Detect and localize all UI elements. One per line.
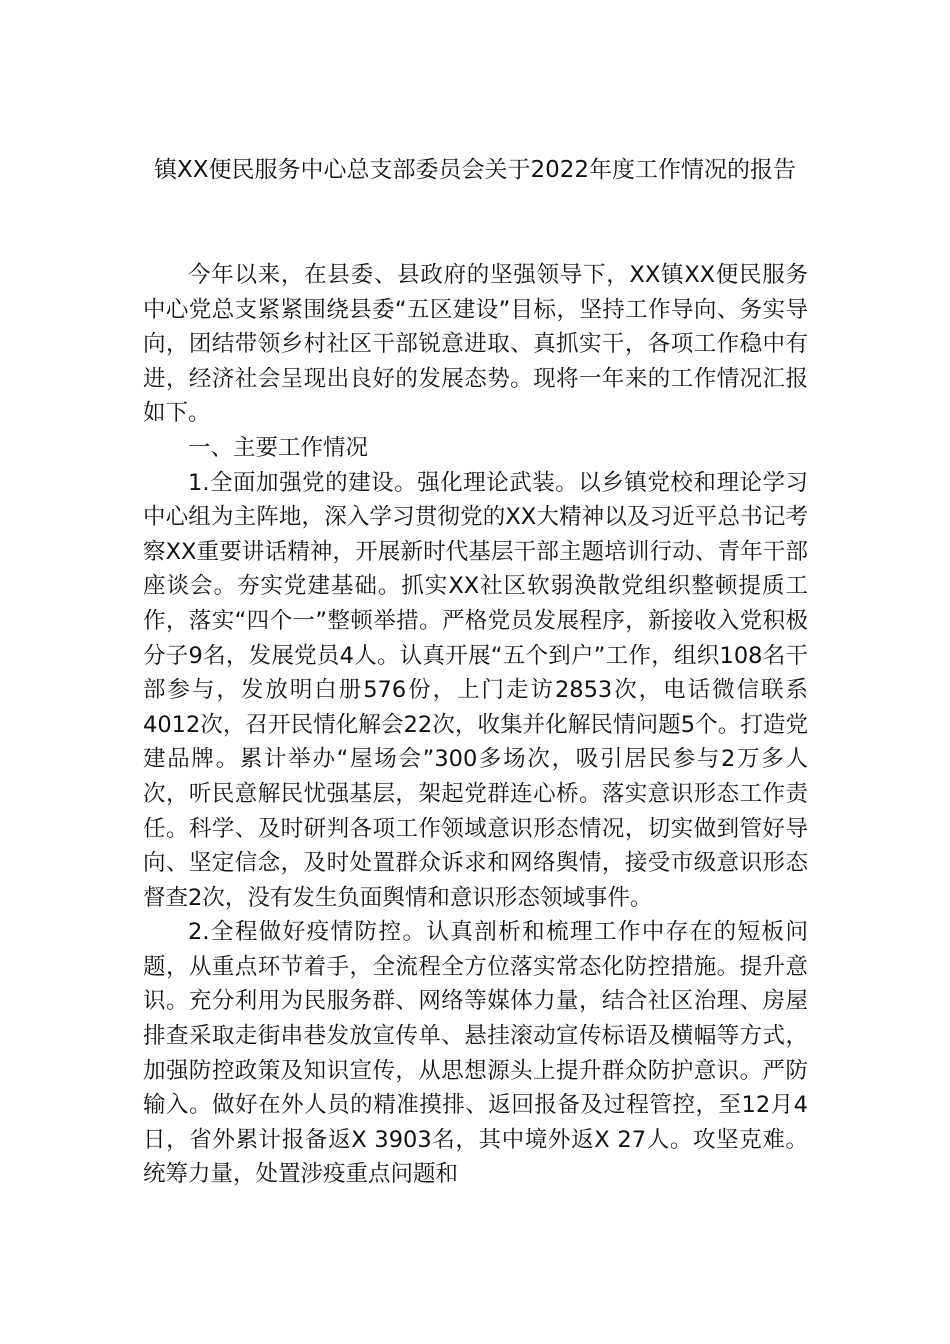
paragraph-intro: 今年以来，在县委、县政府的坚强领导下，XX镇XX便民服务中心党总支紧紧围绕县委“五区建设”目标，坚持工作导向、务实导向，团结带领乡村社区干部锐意进取、真抓实干，各项工作稳中有进，经济社会呈现出良好的发展态势。现将一年来的工作情况汇报如下。 xyxy=(143,262,808,427)
document-title: 镇XX便民服务中心总支部委员会关于2022年度工作情况的报告 xyxy=(153,157,797,183)
paragraph-epidemic-control: 2.全程做好疫情防控。认真剖析和梳理工作中存在的短板问题，从重点环节着手，全流程全方位落实常态化防控措施。提升意识。充分利用为民服务群、网络等媒体力量，结合社区治理、房屋排查采取走街串巷发放宣传单、悬挂滚动宣传标语及横幅等方式，加强防控政策及知识宣传，从思想源头上提升群众防护意识。严防输入。做好在外人员的精准摸排、返回报备及过程管控，至12月4日，省外累计报备返X 3903名，其中境外返X 27人。攻坚克难。统筹力量，处置涉疫重点问题和 xyxy=(143,919,808,1188)
document-body xyxy=(143,258,808,1192)
paragraph-party-building: 1.全面加强党的建设。强化理论武装。以乡镇党校和理论学习中心组为主阵地，深入学习贯彻党的XX大精神以及习近平总书记考察XX重要讲话精神，开展新时代基层干部主题培训行动、青年干部座谈会。夯实党建基础。抓实XX社区软弱涣散党组织整顿提质工作，落实“四个一”整顿举措。严格党员发展程序，新接收入党积极分子9名，发展党员4人。认真开展“五个到户”工作，组织108名干部参与，发放明白册576份，上门走访2853次，电话微信联系4012次，召开民情化解会22次，收集并化解民情问题5个。打造党建品牌。累计举办“屋场会”300多场次，吸引居民参与2万多人次，听民意解民忧强基层，架起党群连心桥。落实意识形态工作责任。科学、及时研判各项工作领域意识形态情况，切实做到管好导向、坚定信念，及时处置群众诉求和网络舆情，接受市级意识形态督查2次，没有发生负面舆情和意识形态领域事件。 xyxy=(143,469,808,911)
section-heading: 一、主要工作情况 xyxy=(188,434,369,461)
